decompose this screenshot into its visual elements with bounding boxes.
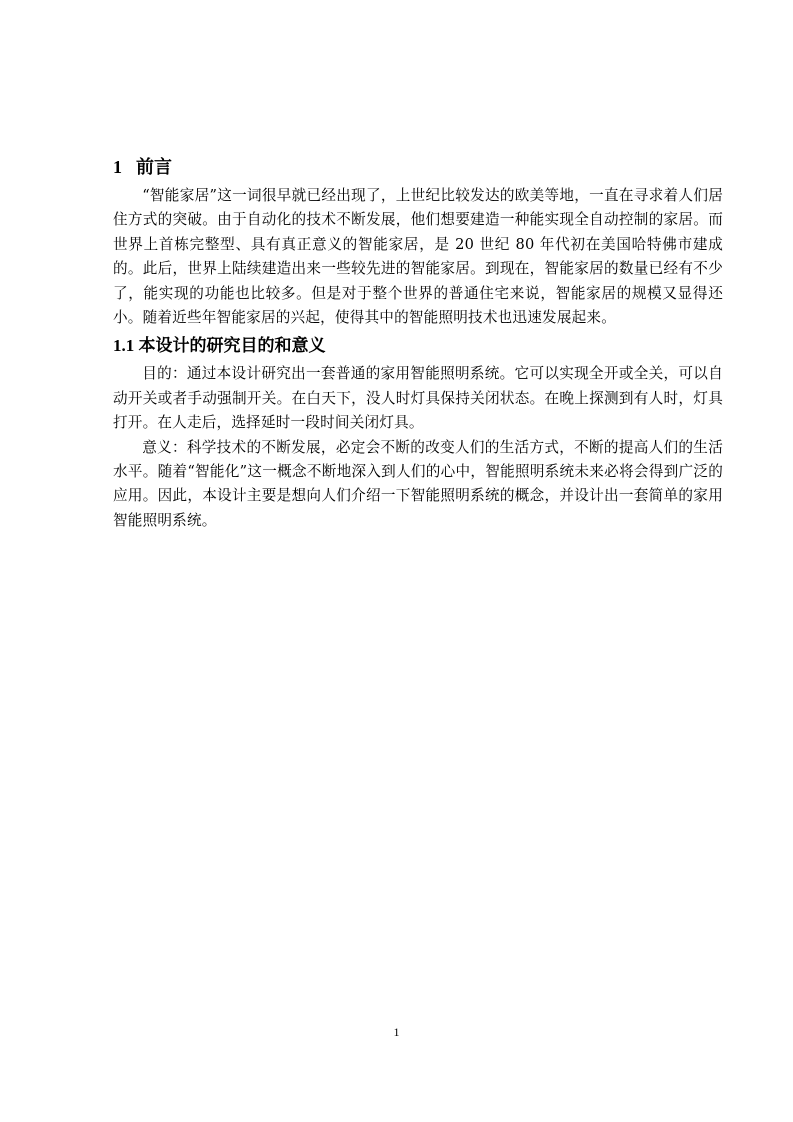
body-paragraph: 意义：科学技术的不断发展，必定会不断的改变人们的生活方式，不断的提高人们的生活水平。随着“智能化”这一概念不断地深入到人们的心中，智能照明系统未来必将会得到广泛的应用。因此，本设计主要是想向人们介绍一下智能照明系统的概念，并设计出一套简单的家用智能照明系统。 — [113, 438, 723, 529]
page-number: 1 — [393, 1025, 400, 1039]
section-title: 前言 — [136, 157, 172, 177]
body-paragraph: “智能家居”这一词很早就已经出现了，上世纪比较发达的欧美等地，一直在寻求着人们居住方式的突破。由于自动化的技术不断发展，他们想要建造一种能实现全自动控制的家居。而世界上首栋完整型、具有真正意义的智能家居，是 20 世纪 80 年代初在美国哈特佛市建成的。此后，世界上陆续建造出来一些较先进的智能家居。到现在，智能家居的数量已经有不少了，能实现的功能也比较多。但是对于整个世界的普通住宅来说，智能家居的规模又显得还小。随着近些年智能家居的兴起，使得其中的智能照明技术也迅速发展起来。 — [113, 187, 723, 327]
section-heading — [113, 152, 723, 182]
body-paragraph: 目的：通过本设计研究出一套普通的家用智能照明系统。它可以实现全开或全关，可以自动开关或者手动强制开关。在白天下，没人时灯具保持关闭状态。在晚上探测到有人时，灯具打开。在人走后，选择延时一段时间关闭灯具。 — [113, 365, 723, 432]
subsection-heading: 1.1 本设计的研究目的和意义 — [113, 336, 326, 356]
section-number: 1 — [113, 157, 122, 177]
page-content — [113, 152, 723, 533]
